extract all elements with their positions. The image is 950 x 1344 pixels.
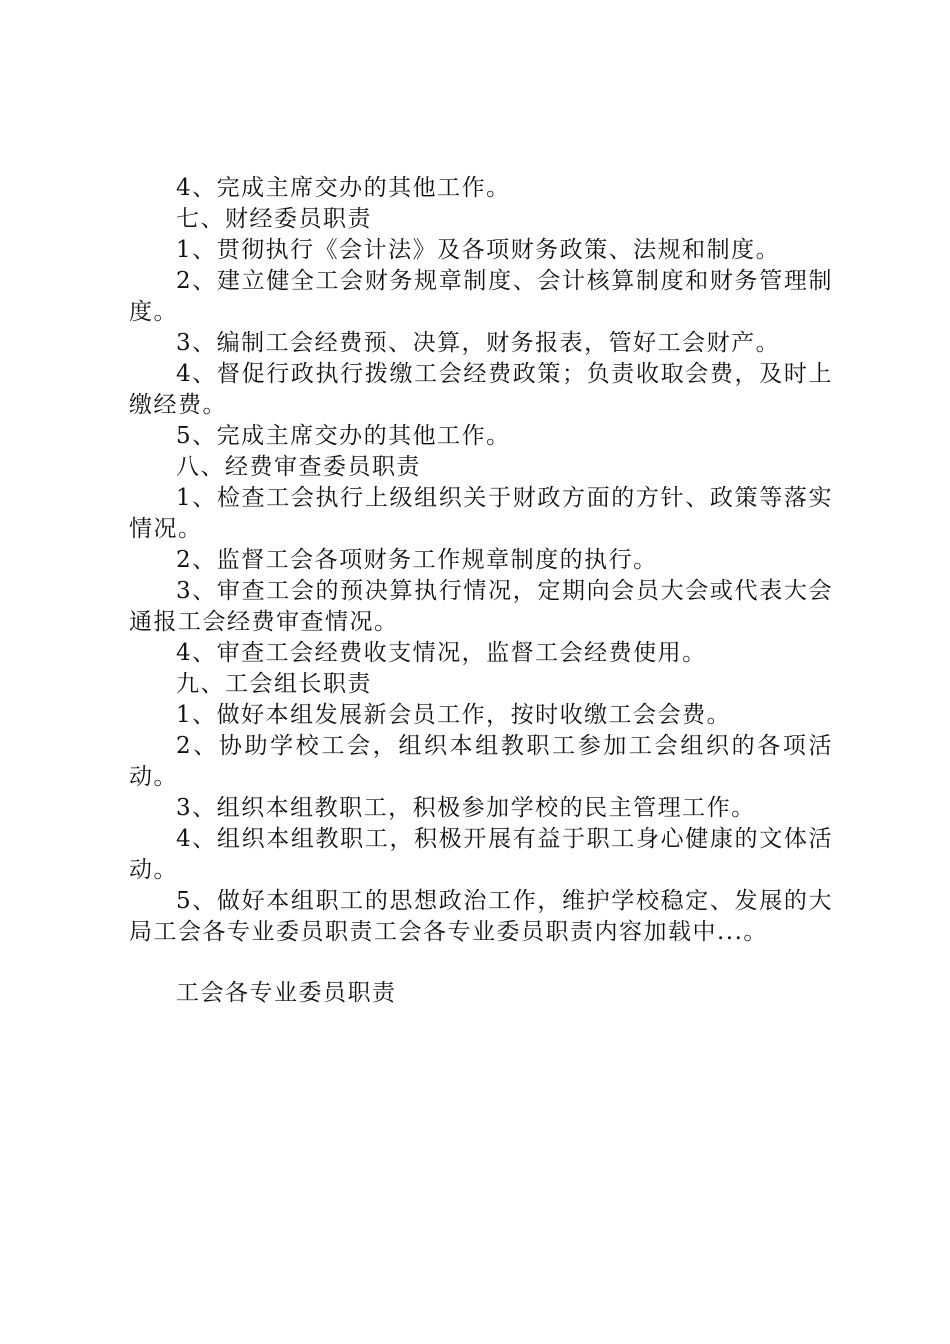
paragraph-audit-2: 2、监督工会各项财务工作规章制度的执行。 [176, 547, 658, 573]
paragraph-finance-2: 2、建立健全工会财务规章制度、会计核算制度和财务管理制度。 [129, 268, 833, 325]
paragraph-chair-other-duties: 4、完成主席交办的其他工作。 [176, 175, 511, 201]
closing-title: 工会各专业委员职责 [176, 980, 397, 1006]
paragraph-finance-1: 1、贯彻执行《会计法》及各项财务政策、法规和制度。 [176, 237, 781, 263]
paragraph-audit-1: 1、检查工会执行上级组织关于财政方面的方针、政策等落实情况。 [129, 485, 833, 542]
document-body [129, 173, 833, 1009]
section-heading-group-leader: 九、工会组长职责 [176, 671, 372, 697]
paragraph-finance-3: 3、编制工会经费预、决算，财务报表，管好工会财产。 [176, 330, 781, 356]
section-heading-audit: 八、经费审查委员职责 [176, 454, 421, 480]
paragraph-group-leader-2: 2、协助学校工会，组织本组教职工参加工会组织的各项活动。 [129, 733, 833, 790]
paragraph-audit-3: 3、审查工会的预决算执行情况，定期向会员大会或代表大会通报工会经费审查情况。 [129, 578, 833, 635]
paragraph-finance-5: 5、完成主席交办的其他工作。 [176, 423, 511, 449]
paragraph-finance-4: 4、督促行政执行拨缴工会经费政策；负责收取会费，及时上缴经费。 [129, 361, 833, 418]
paragraph-group-leader-5: 5、做好本组职工的思想政治工作，维护学校稳定、发展的大局工会各专业委员职责工会各专业委员职责内容加载中...。 [129, 888, 833, 945]
paragraph-audit-4: 4、审查工会经费收支情况，监督工会经费使用。 [176, 640, 707, 666]
section-heading-finance: 七、财经委员职责 [176, 206, 372, 232]
paragraph-group-leader-1: 1、做好本组发展新会员工作，按时收缴工会会费。 [176, 702, 732, 728]
paragraph-group-leader-3: 3、组织本组教职工，积极参加学校的民主管理工作。 [176, 795, 756, 821]
paragraph-group-leader-4: 4、组织本组教职工，积极开展有益于职工身心健康的文体活动。 [129, 826, 833, 883]
